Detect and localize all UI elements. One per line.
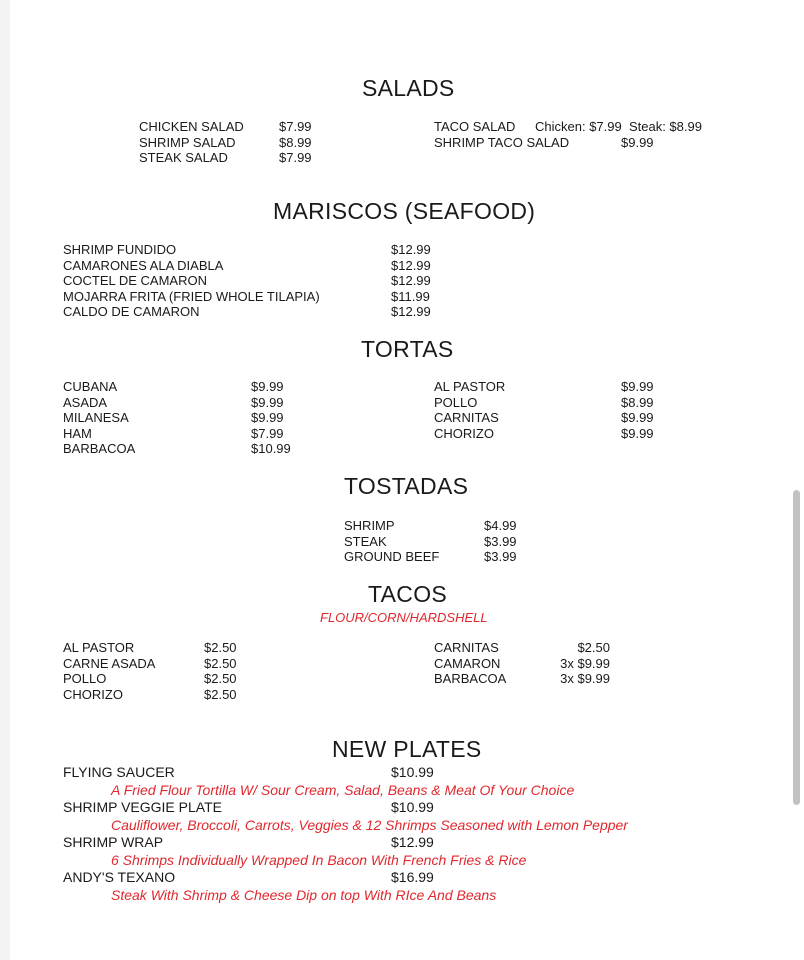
menu-item-name: CAMARON — [434, 655, 501, 671]
menu-item-name: CALDO DE CAMARON — [63, 304, 200, 319]
menu-item-name: AL PASTOR — [434, 379, 506, 394]
tortas-left-names — [63, 379, 135, 457]
plate-name: FLYING SAUCER — [63, 764, 175, 780]
menu-item-price: $12.99 — [391, 273, 431, 288]
menu-item-name: BARBACOA — [63, 441, 136, 456]
menu-item-name: SHRIMP FUNDIDO — [63, 242, 177, 257]
tacos-left-prices — [204, 640, 237, 702]
section-title-mariscos: MARISCOS (SEAFOOD) — [273, 198, 536, 224]
menu-item-name: COCTEL DE CAMARON — [63, 273, 207, 288]
menu-item-price: $2.50 — [204, 640, 237, 655]
menu-item-price: $8.99 — [621, 394, 654, 410]
plate-description: 6 Shrimps Individually Wrapped In Bacon With French Fries & Rice — [111, 852, 527, 868]
menu-item-price: $2.50 — [204, 655, 237, 671]
vertical-scrollbar[interactable] — [793, 490, 800, 805]
salads-left-prices — [279, 119, 312, 166]
tortas-right-names — [434, 379, 505, 441]
menu-item-name: MOJARRA FRITA (FRIED WHOLE TILAPIA) — [63, 288, 320, 304]
menu-item-name: CARNE ASADA — [63, 655, 156, 671]
menu-item-name: BARBACOA — [434, 671, 507, 686]
menu-item-price: $9.99 — [251, 410, 284, 425]
menu-item-price: $7.99 — [279, 119, 312, 134]
section-title-tortas: TORTAS — [361, 336, 454, 362]
menu-item-name: CARNITAS — [434, 640, 499, 655]
menu-item-name: CHICKEN SALAD — [139, 119, 244, 134]
menu-item-price: Chicken: $7.99 Steak: $8.99 — [535, 119, 702, 134]
menu-item-price: $9.99 — [621, 379, 654, 394]
menu-item-name: HAM — [63, 425, 92, 441]
plate-price: $10.99 — [391, 764, 434, 780]
menu-item-name: SHRIMP SALAD — [139, 134, 236, 150]
plate-name: ANDY'S TEXANO — [63, 869, 176, 885]
menu-item-price: $4.99 — [484, 518, 517, 533]
tacos-right-names — [434, 640, 506, 687]
salads-left-names — [139, 119, 244, 166]
plate-price: $10.99 — [391, 799, 434, 815]
tostadas-prices — [484, 518, 517, 565]
menu-item-price: $8.99 — [279, 134, 312, 150]
menu-item-price: $9.99 — [251, 379, 284, 394]
mariscos-names — [63, 242, 320, 320]
salads-right-price-1 — [621, 135, 654, 151]
menu-item-price: 3x $9.99 — [560, 655, 610, 671]
menu-item-price: $9.99 — [621, 134, 654, 150]
section-title-salads: SALADS — [362, 75, 455, 101]
menu-item-price: $2.50 — [204, 686, 237, 702]
menu-item-name: POLLO — [434, 394, 478, 410]
tacos-subtitle: FLOUR/CORN/HARDSHELL — [320, 610, 488, 625]
menu-item-price: $9.99 — [621, 410, 654, 425]
plate-name: SHRIMP WRAP — [63, 834, 164, 850]
menu-item-price: 3x $9.99 — [560, 671, 610, 686]
menu-item-name: MILANESA — [63, 410, 129, 425]
menu-item-name: CARNITAS — [434, 410, 499, 425]
menu-item-name: ASADA — [63, 394, 108, 410]
menu-item-price: $9.99 — [251, 394, 284, 410]
menu-item-price: $10.99 — [251, 441, 291, 456]
menu-item-name: SHRIMP — [344, 518, 395, 533]
tostadas-names — [344, 518, 439, 565]
mariscos-prices — [391, 242, 431, 320]
page-left-edge — [0, 0, 10, 960]
section-title-new-plates: NEW PLATES — [332, 736, 482, 762]
menu-item-price: $7.99 — [279, 150, 312, 165]
menu-item-name: CAMARONES ALA DIABLA — [63, 257, 224, 273]
plate-description: Steak With Shrimp & Cheese Dip on top With RIce And Beans — [111, 887, 497, 903]
menu-item-name: SHRIMP TACO SALAD — [434, 134, 570, 150]
menu-item-price: $2.50 — [204, 671, 237, 686]
menu-item-name: CHORIZO — [434, 425, 494, 441]
menu-item-price: $3.99 — [484, 533, 517, 549]
menu-item-price: $9.99 — [621, 425, 654, 441]
menu-item-price: $7.99 — [251, 425, 284, 441]
tortas-left-prices — [251, 379, 291, 457]
plate-description: Cauliflower, Broccoli, Carrots, Veggies & 12 Shrimps Seasoned with Lemon Pepper — [111, 817, 628, 833]
menu-item-price: $2.50 — [577, 640, 610, 655]
menu-item-price: $12.99 — [391, 242, 431, 257]
menu-item-name: TACO SALAD — [434, 119, 516, 134]
tacos-right-prices — [554, 640, 610, 687]
menu-item-name: STEAK — [344, 533, 387, 549]
section-title-tostadas: TOSTADAS — [344, 473, 469, 499]
plate-name: SHRIMP VEGGIE PLATE — [63, 799, 222, 815]
menu-item-name: CHORIZO — [63, 686, 123, 702]
menu-item-price: $3.99 — [484, 549, 517, 564]
menu-item-name: STEAK SALAD — [139, 150, 228, 165]
plate-description: A Fried Flour Tortilla W/ Sour Cream, Salad, Beans & Meat Of Your Choice — [111, 782, 575, 798]
tacos-left-names — [63, 640, 155, 702]
menu-item-price: $11.99 — [391, 288, 430, 304]
plate-price: $16.99 — [391, 869, 434, 885]
menu-item-name: AL PASTOR — [63, 640, 135, 655]
salads-right-price-0 — [535, 119, 702, 135]
tortas-right-prices — [621, 379, 654, 441]
menu-item-name: POLLO — [63, 671, 107, 686]
menu-item-name: CUBANA — [63, 379, 118, 394]
menu-item-price: $12.99 — [391, 304, 431, 319]
section-title-tacos: TACOS — [368, 581, 448, 607]
plate-price: $12.99 — [391, 834, 434, 850]
menu-item-price: $12.99 — [391, 257, 431, 273]
menu-item-name: GROUND BEEF — [344, 549, 440, 564]
